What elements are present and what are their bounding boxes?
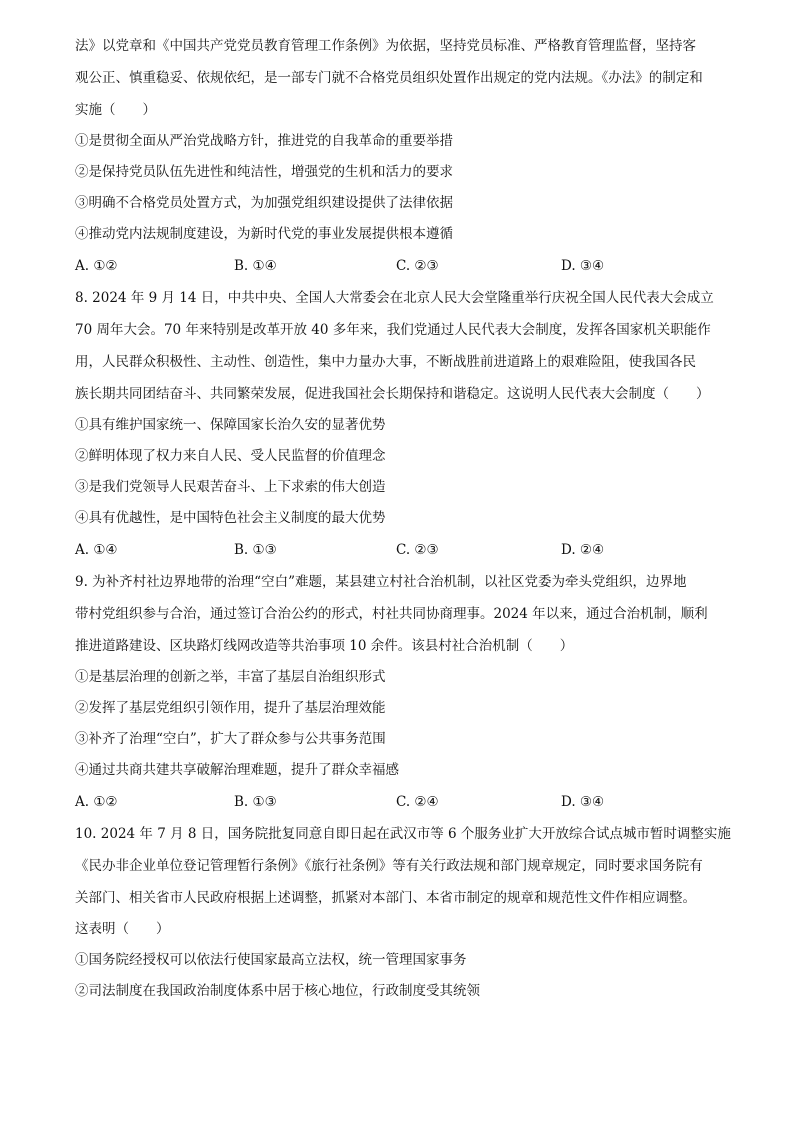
q7-option-d: D. ③④ bbox=[561, 258, 605, 274]
q9-option-b: B. ①③ bbox=[234, 794, 277, 810]
q9-statement: ②发挥了基层党组织引领作用，提升了基层治理效能 bbox=[75, 700, 386, 716]
q9-stem-line: 推进道路建设、区块路灯线网改造等共治事项 10 余件。该县村社合治机制（ ） bbox=[75, 638, 574, 654]
q8-statement: ④具有优越性，是中国特色社会主义制度的最大优势 bbox=[75, 510, 386, 526]
q9-options bbox=[75, 792, 735, 812]
q8-option-c: C. ②③ bbox=[396, 542, 439, 558]
q9-option-a: A. ①② bbox=[75, 794, 118, 810]
q9-stem-line: 9. 为补齐村社边界地带的治理“空白”难题，某县建立村社合治机制，以社区党委为牵头党组织，边界地 bbox=[75, 574, 687, 590]
q8-stem-line: 8. 2024 年 9 月 14 日，中共中央、全国人大常委会在北京人民大会堂隆重举行庆祝全国人民代表大会成立 bbox=[75, 290, 714, 306]
q9-stem-line: 带村党组织参与合治，通过签订合治公约的形式，村社共同协商理事。2024 年以来，通过合治机制，顺利 bbox=[75, 606, 708, 622]
q8-statement: ②鲜明体现了权力来自人民、受人民监督的价值理念 bbox=[75, 448, 386, 464]
q9-option-c: C. ②④ bbox=[396, 794, 439, 810]
q7-stem-line: 观公正、慎重稳妥、依规依纪，是一部专门就不合格党员组织处置作出规定的党内法规。《办法》的制定和 bbox=[75, 70, 703, 86]
q7-statement: ③明确不合格党员处置方式，为加强党组织建设提供了法律依据 bbox=[75, 195, 453, 211]
q9-statement: ①是基层治理的创新之举，丰富了基层自治组织形式 bbox=[75, 669, 386, 685]
q8-option-b: B. ①③ bbox=[234, 542, 277, 558]
q8-option-a: A. ①④ bbox=[75, 542, 118, 558]
q7-statement: ①是贯彻全面从严治党战略方针，推进党的自我革命的重要举措 bbox=[75, 133, 453, 149]
q8-statement: ③是我们党领导人民艰苦奋斗、上下求索的伟大创造 bbox=[75, 479, 386, 495]
q8-statement: ①具有维护国家统一、保障国家长治久安的显著优势 bbox=[75, 417, 386, 433]
q7-options bbox=[75, 256, 735, 276]
q9-option-d: D. ③④ bbox=[561, 794, 605, 810]
q7-option-a: A. ①② bbox=[75, 258, 118, 274]
q9-statement: ④通过共商共建共享破解治理难题，提升了群众幸福感 bbox=[75, 762, 399, 778]
q10-stem-line: 《民办非企业单位登记管理暂行条例》《旅行社条例》等有关行政法规和部门规章规定，同时要求国务院有 bbox=[75, 858, 703, 874]
q10-stem-line: 关部门、相关省市人民政府根据上述调整，抓紧对本部门、本省市制定的规章和规范性文件作相应调整。 bbox=[75, 890, 696, 906]
q10-statement: ②司法制度在我国政治制度体系中居于核心地位，行政制度受其统领 bbox=[75, 983, 480, 999]
q7-option-b: B. ①④ bbox=[234, 258, 277, 274]
q7-statement: ②是保持党员队伍先进性和纯洁性，增强党的生机和活力的要求 bbox=[75, 164, 453, 180]
q8-stem-line: 70 周年大会。70 年来特别是改革开放 40 多年来，我们党通过人民代表大会制度，发挥各国家机关职能作 bbox=[75, 322, 711, 338]
q7-option-c: C. ②③ bbox=[396, 258, 439, 274]
q9-statement: ③补齐了治理“空白”，扩大了群众参与公共事务范围 bbox=[75, 731, 386, 747]
q7-stem-line: 实施（ ） bbox=[75, 102, 156, 118]
q8-option-d: D. ②④ bbox=[561, 542, 605, 558]
q10-statement: ①国务院经授权可以依法行使国家最高立法权，统一管理国家事务 bbox=[75, 952, 467, 968]
q7-stem-line: 法》以党章和《中国共产党党员教育管理工作条例》为依据，坚持党员标准、严格教育管理监督，坚持客 bbox=[75, 38, 696, 54]
q8-options bbox=[75, 540, 735, 560]
q10-stem-line: 这表明（ ） bbox=[75, 921, 170, 937]
q10-stem-line: 10. 2024 年 7 月 8 日，国务院批复同意自即日起在武汉市等 6 个服务业扩大开放综合试点城市暂时调整实施 bbox=[75, 826, 731, 842]
q7-statement: ④推动党内法规制度建设，为新时代党的事业发展提供根本遵循 bbox=[75, 226, 453, 242]
q8-stem-line: 族长期共同团结奋斗、共同繁荣发展，促进我国社会长期保持和谐稳定。这说明人民代表大会制度（ ） bbox=[75, 386, 710, 402]
q8-stem-line: 用，人民群众积极性、主动性、创造性，集中力量办大事，不断战胜前进道路上的艰难险阻，使我国各民 bbox=[75, 354, 696, 370]
